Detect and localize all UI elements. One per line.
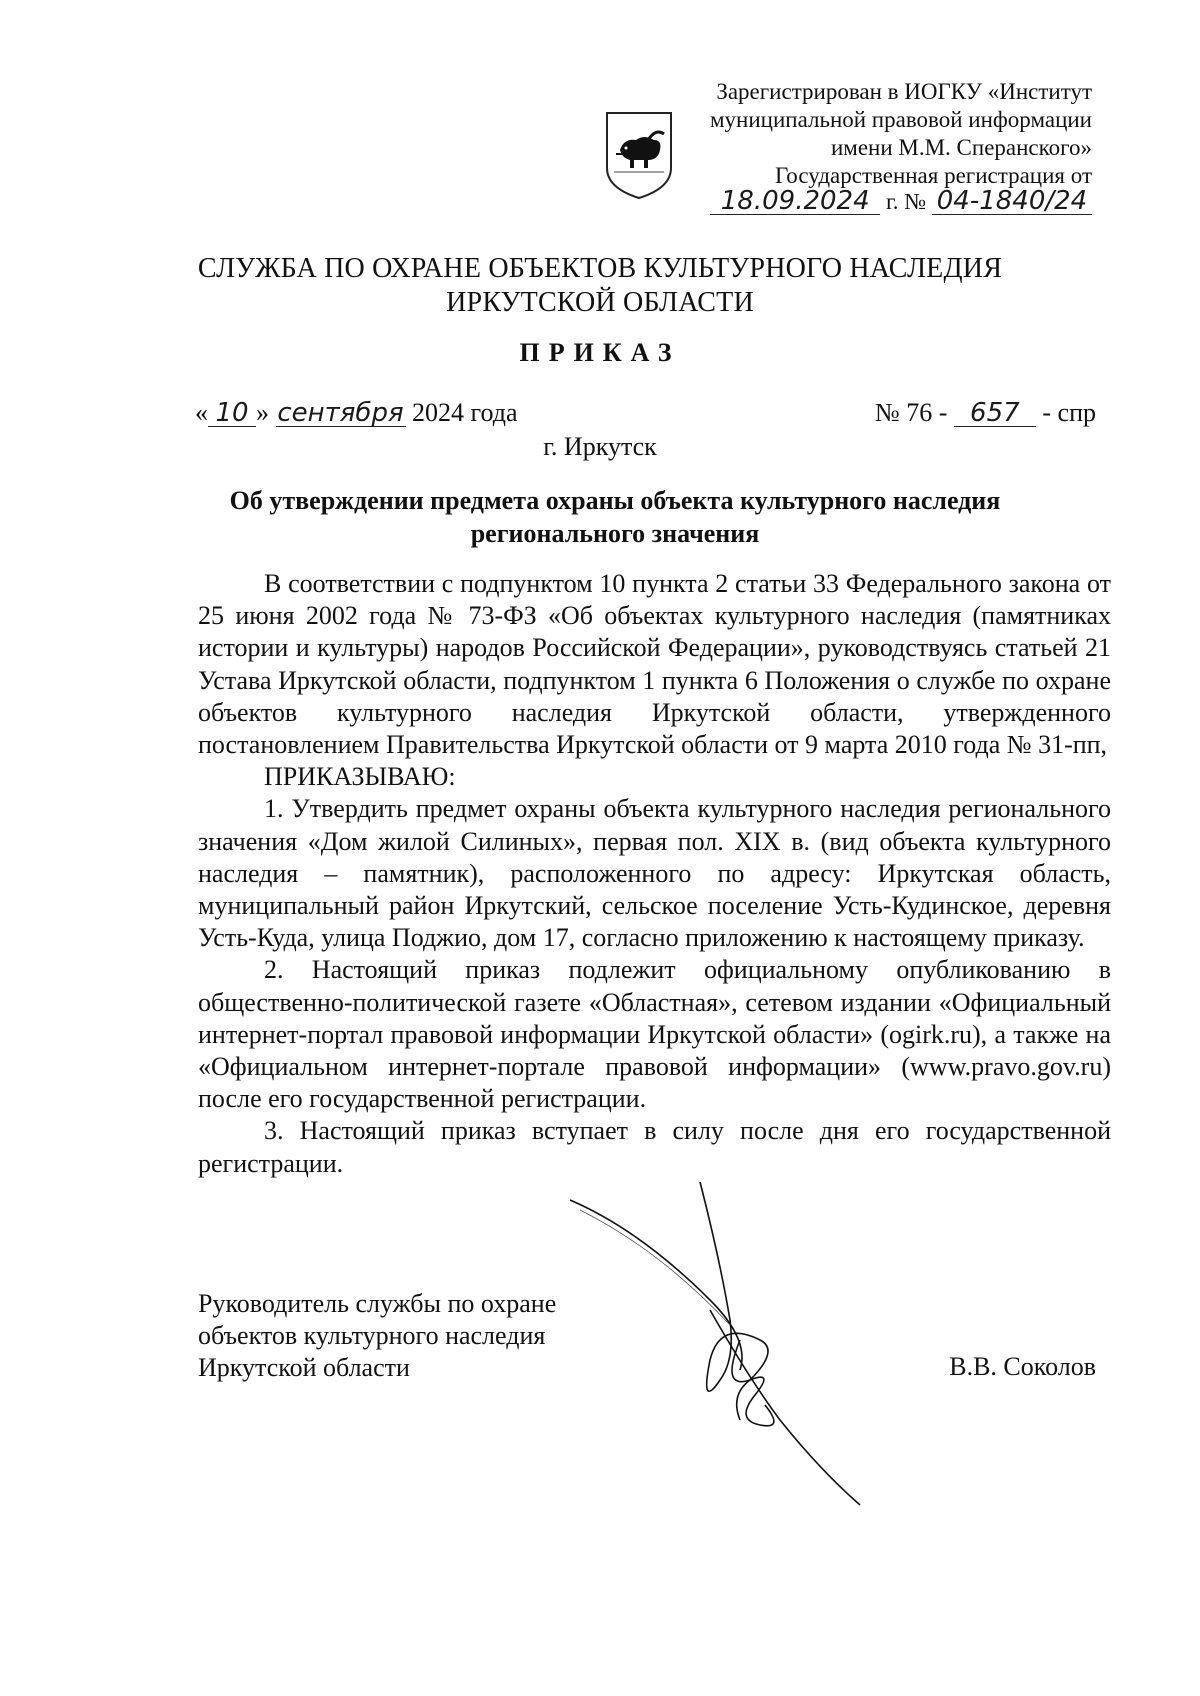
registration-line: имени М.М. Сперанского» [830,135,1092,160]
registration-number-label: г. № [885,189,927,214]
order-date [195,398,518,428]
order-year: 2024 года [412,398,518,427]
registration-line: муниципальной правовой информации [709,107,1092,132]
preamble: В соответствии с подпунктом 10 пункта 2 статьи 33 Федерального закона от 25 июня 2002 года № 73-ФЗ «Об объектах культурного наследия (памятниках истории и культуры) народов Российской Федерации», руководствуясь статьей 21 Устава Иркутской области, подпунктом 1 пункта 6 Положения о службе по охране объектов культурного наследия Иркутской области, утвержденного постановлением Правительства Иркутской области от 9 марта 2010 года № 31-пп, [198,569,1111,760]
registration-number: 04-1840/24 [932,188,1092,215]
date-quote: » [256,398,269,427]
subject-line: Об утверждении предмета охраны объекта культурного наследия [229,486,1001,515]
order-item: 2. Настоящий приказ подлежит официальному опубликованию в общественно-политической газете «Областная», сетевом издании «Официальный интернет-портал правовой информации Иркутской области» (ogirk.ru), а также на «Официальном интернет-портале правовой информации» (www.pravo.gov.ru) после его государственной регистрации. [198,955,1111,1114]
organization-line: ИРКУТСКОЙ ОБЛАСТИ [446,287,754,318]
order-number-value: 657 [954,400,1036,427]
document-type: ПРИКАЗ [519,338,681,367]
registration-stamp [632,78,1092,190]
subject-line: регионального значения [470,519,760,548]
decree-word: ПРИКАЗЫВАЮ: [264,762,456,792]
signatory-line: Руководитель службы по охране [198,1289,557,1318]
order-subject [200,484,1030,550]
date-quote: « [195,398,208,427]
signatory-position [198,1288,556,1384]
organization-line: СЛУЖБА ПО ОХРАНЕ ОБЪЕКТОВ КУЛЬТУРНОГО НАСЛЕДИЯ [197,253,1003,284]
order-day: 10 [208,400,256,427]
signatory-line: Иркутской области [198,1353,410,1382]
order-number [875,398,1096,428]
registration-date-row [632,188,1092,220]
signatory-line: объектов культурного наследия [198,1321,546,1350]
organization-name [0,252,1200,320]
order-number-suffix: - спр [1042,398,1096,427]
registration-line: Зарегистрирован в ИОГКУ «Институт [716,79,1092,104]
signatory-name: В.В. Соколов [949,1352,1096,1381]
order-item: 1. Утвердить предмет охраны объекта культурного наследия регионального значения «Дом жилой Силиных», первая пол. XIX в. (вид объекта культурного наследия – памятник), расположенного по адресу: Иркутская область, муниципальный район Иркутский, сельское поселение Усть-Кудинское, деревня Усть-Куда, улица Поджио, дом 17, согласно приложению к настоящему приказу. [198,794,1111,953]
registration-line: Государственная регистрация от [775,163,1092,188]
order-item: 3. Настоящий приказ вступает в силу после дня его государственной регистрации. [198,1116,1111,1178]
order-number-prefix: № 76 - [874,398,948,427]
order-month: сентября [277,398,404,428]
city: г. Иркутск [543,432,657,461]
registration-date: 18.09.2024 [710,188,880,215]
order-body [198,568,1111,1180]
signature-icon [560,1180,920,1510]
